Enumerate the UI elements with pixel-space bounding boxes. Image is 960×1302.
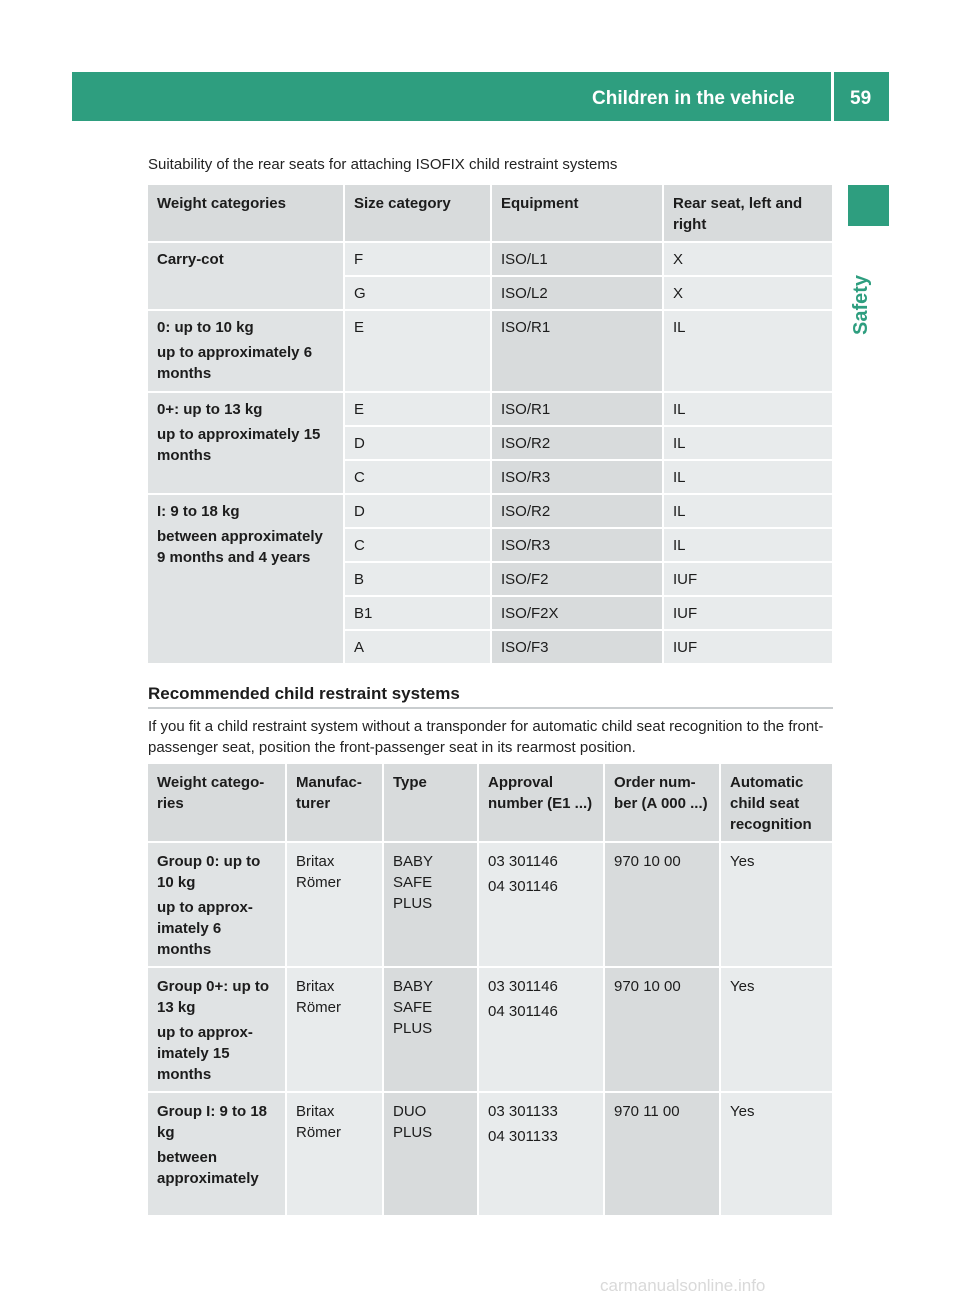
- column-header: Weight categories: [148, 185, 343, 241]
- equipment-cell: ISO/R2: [492, 427, 662, 459]
- size-cell: B1: [345, 597, 490, 629]
- size-cell: C: [345, 529, 490, 561]
- table-row: [148, 393, 832, 425]
- suitability-cell: IUF: [664, 563, 832, 595]
- column-header: Size category: [345, 185, 490, 241]
- table-header-row: [148, 764, 832, 841]
- column-header: Type: [384, 764, 477, 841]
- suitability-cell: IUF: [664, 597, 832, 629]
- suitability-cell: IL: [664, 529, 832, 561]
- section-paragraph: If you fit a child restraint system without a transponder for automatic child seat recognition to the front-passenger seat, position the front-passenger seat in its rearmost position.: [148, 718, 824, 756]
- column-header: Rear seat, left and right: [664, 185, 832, 241]
- size-cell: D: [345, 427, 490, 459]
- recommended-restraints-table: [146, 762, 834, 1217]
- size-cell: A: [345, 631, 490, 663]
- type-cell: DUO PLUS: [384, 1093, 477, 1215]
- suitability-cell: IL: [664, 461, 832, 493]
- section-divider: [148, 707, 833, 709]
- table-row: [148, 843, 832, 966]
- suitability-cell: X: [664, 243, 832, 275]
- table-row: [148, 968, 832, 1091]
- type-cell: BABY SAFE PLUS: [384, 843, 477, 966]
- equipment-cell: ISO/R1: [492, 311, 662, 391]
- column-header: Equipment: [492, 185, 662, 241]
- equipment-cell: ISO/R3: [492, 461, 662, 493]
- size-cell: G: [345, 277, 490, 309]
- weight-category-cell: Group 0+: up to 13 kg up to approx-imately 15 months: [148, 968, 285, 1091]
- table-row: [148, 243, 832, 275]
- section-heading: Recommended child restraint systems: [148, 684, 460, 703]
- size-cell: E: [345, 311, 490, 391]
- approval-cell: 03 301133 04 301133: [479, 1093, 603, 1215]
- weight-category-cell: Group 0: up to 10 kg up to approx-imately 6 months: [148, 843, 285, 966]
- table-row: [148, 495, 832, 527]
- table-row: [148, 311, 832, 391]
- watermark: carmanualsonline.info: [600, 1276, 766, 1295]
- manufacturer-cell: Britax Römer: [287, 843, 382, 966]
- weight-category-cell: 0: up to 10 kg up to approximately 6 months: [148, 311, 343, 391]
- header-title: Children in the vehicle: [592, 88, 795, 109]
- order-number-cell: 970 10 00: [605, 968, 719, 1091]
- equipment-cell: ISO/L2: [492, 277, 662, 309]
- equipment-cell: ISO/R1: [492, 393, 662, 425]
- manufacturer-cell: Britax Römer: [287, 968, 382, 1091]
- approval-cell: 03 301146 04 301146: [479, 968, 603, 1091]
- size-cell: F: [345, 243, 490, 275]
- suitability-cell: X: [664, 277, 832, 309]
- suitability-cell: IUF: [664, 631, 832, 663]
- weight-category-cell: Carry-cot: [148, 243, 343, 309]
- size-cell: C: [345, 461, 490, 493]
- size-cell: E: [345, 393, 490, 425]
- order-number-cell: 970 10 00: [605, 843, 719, 966]
- table-header-row: [148, 185, 832, 241]
- equipment-cell: ISO/F2: [492, 563, 662, 595]
- size-cell: B: [345, 563, 490, 595]
- section-tab-marker: [848, 185, 889, 226]
- suitability-cell: IL: [664, 427, 832, 459]
- size-cell: D: [345, 495, 490, 527]
- auto-recognition-cell: Yes: [721, 843, 832, 966]
- equipment-cell: ISO/L1: [492, 243, 662, 275]
- equipment-cell: ISO/F2X: [492, 597, 662, 629]
- column-header: Approval number (E1 ...): [479, 764, 603, 841]
- column-header: Manufac-turer: [287, 764, 382, 841]
- page-number: 59: [850, 88, 872, 109]
- section-tab-label: Safety: [850, 274, 872, 335]
- column-header: Weight catego-ries: [148, 764, 285, 841]
- table-row: [148, 1093, 832, 1215]
- table1-caption: Suitability of the rear seats for attaching ISOFIX child restraint systems: [148, 156, 618, 173]
- auto-recognition-cell: Yes: [721, 968, 832, 1091]
- order-number-cell: 970 11 00: [605, 1093, 719, 1215]
- suitability-cell: IL: [664, 495, 832, 527]
- suitability-cell: IL: [664, 393, 832, 425]
- manufacturer-cell: Britax Römer: [287, 1093, 382, 1215]
- equipment-cell: ISO/R3: [492, 529, 662, 561]
- type-cell: BABY SAFE PLUS: [384, 968, 477, 1091]
- equipment-cell: ISO/F3: [492, 631, 662, 663]
- suitability-cell: IL: [664, 311, 832, 391]
- auto-recognition-cell: Yes: [721, 1093, 832, 1215]
- equipment-cell: ISO/R2: [492, 495, 662, 527]
- column-header: Order num-ber (A 000 ...): [605, 764, 719, 841]
- isofix-suitability-table: [146, 183, 834, 665]
- weight-category-cell: I: 9 to 18 kg between approximately 9 months and 4 years: [148, 495, 343, 663]
- approval-cell: 03 301146 04 301146: [479, 843, 603, 966]
- column-header: Automatic child seat recognition: [721, 764, 832, 841]
- weight-category-cell: 0+: up to 13 kg up to approximately 15 months: [148, 393, 343, 493]
- weight-category-cell: Group I: 9 to 18 kg between approximately: [148, 1093, 285, 1215]
